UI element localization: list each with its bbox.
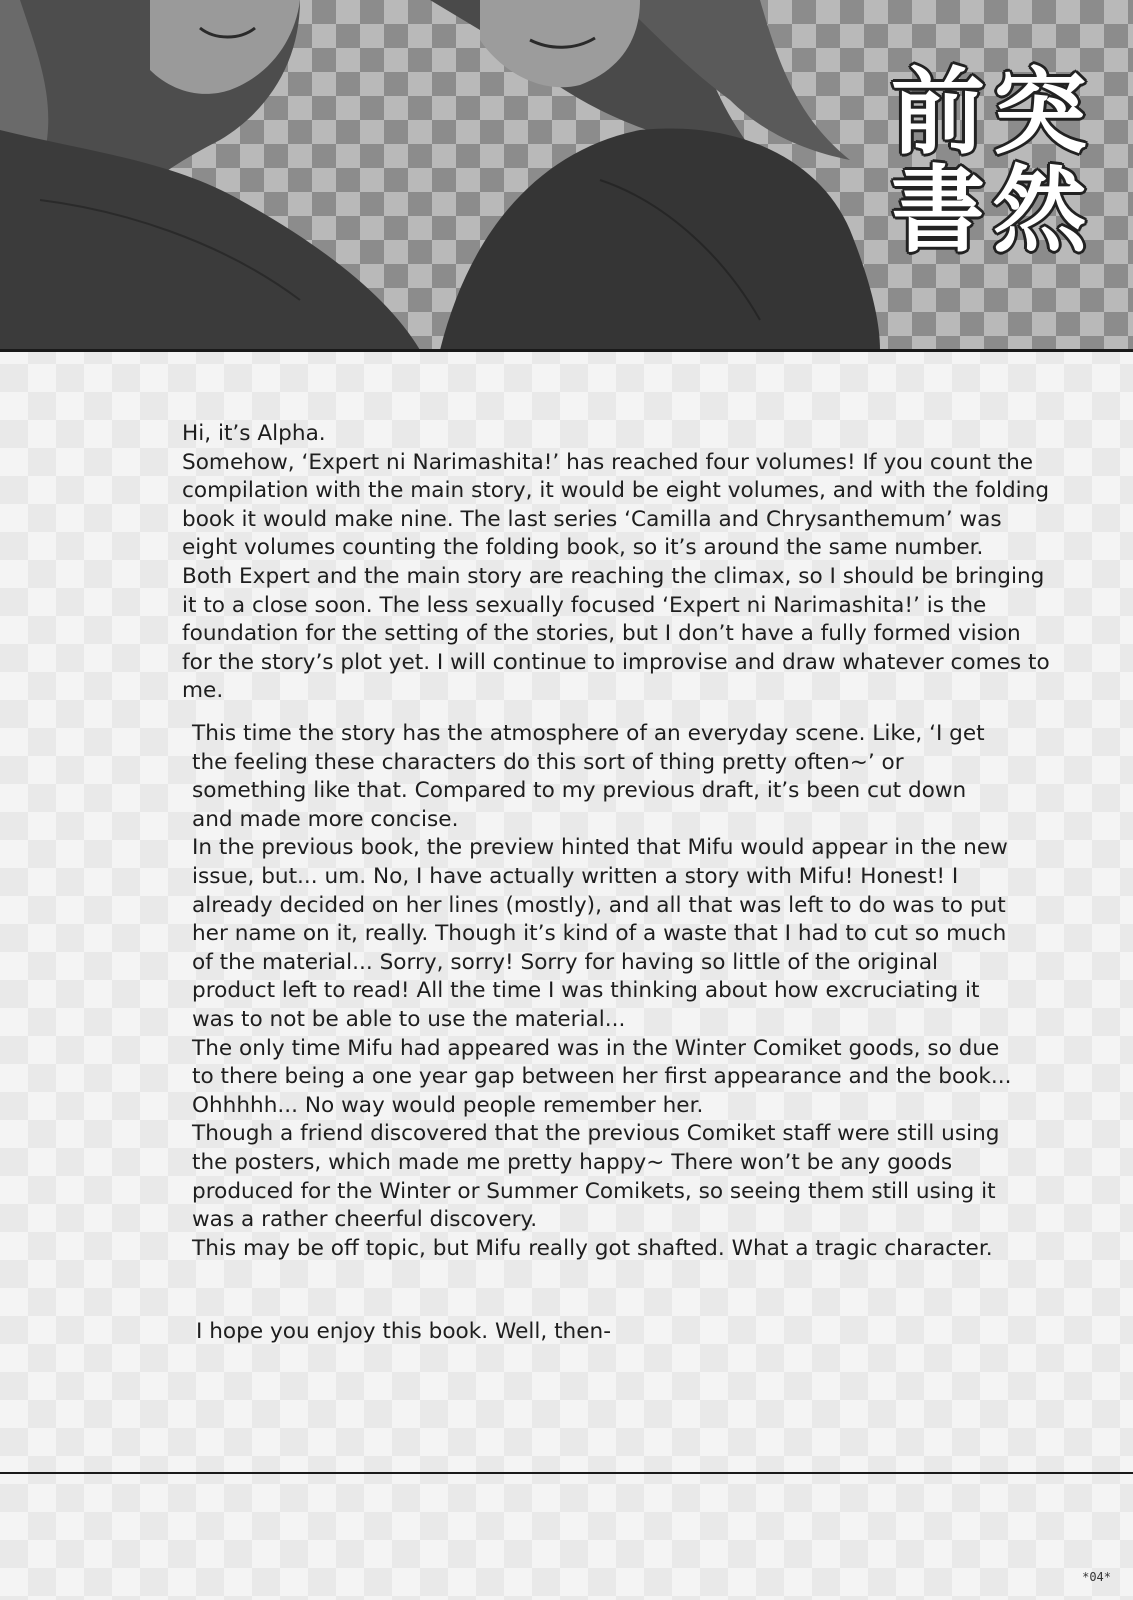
paragraph-line: Both Expert and the main story are reaching the climax, so I should be bringing it to a close soon. The less sexually focused ‘Expert ni Narimashita!’ is the foundation for the setting of the stories, but I don’t have a fully formed vision for the story’s plot yet. I will continue to improvise and draw whatever comes to me. xyxy=(182,563,1050,704)
closing-line: I hope you enjoy this book. Well, then- xyxy=(196,1319,611,1344)
paragraph-line: Though a friend discovered that the previous Comiket staff were still using the posters, which made me pretty happy~ There won’t be any goods produced for the Winter or Summer Comikets, so seeing them still using it was a rather cheerful discovery. xyxy=(192,1121,1000,1233)
paragraph-line: In the previous book, the preview hinted that Mifu would appear in the new issue, but... um. No, I have actually written a story with Mifu! Honest! I already decided on her lines (mostly), and all that was left to do was to put her name on it, really. Though it’s kind of a waste that I had to cut so much of the material... Sorry, sorry! Sorry for having so little of the original product left to read! All the time I was thinking about how excruciating it was to not be able to use the material... xyxy=(192,835,1008,1032)
header-divider xyxy=(0,349,1133,352)
paragraph-line: Somehow, ‘Expert ni Narimashita!’ has reached four volumes! If you count the compilation with the main story, it would be eight volumes, and with the folding book it would make nine. The last series ‘Camilla and Chrysanthemum’ was eight volumes counting the folding book, so it’s around the same number. xyxy=(182,449,1050,561)
paragraph-1 xyxy=(182,420,1052,706)
paragraph-line: The only time Mifu had appeared was in the Winter Comiket goods, so due to there being a one year gap between her first appearance and the book... Ohhhhh... No way would people remember her. xyxy=(192,1035,1012,1118)
footer-divider xyxy=(0,1472,1133,1474)
page-number: *04* xyxy=(1082,1570,1111,1584)
paragraph-2 xyxy=(192,720,1012,1263)
paragraph-line: This may be off topic, but Mifu really got shafted. What a tragic character. xyxy=(192,1235,993,1261)
page-title: 突然前書 xyxy=(874,62,1085,258)
paragraph-line: Hi, it’s Alpha. xyxy=(182,421,326,446)
header-illustration xyxy=(0,0,1133,350)
paragraph-line: This time the story has the atmosphere of an everyday scene. Like, ‘I get the feeling these characters do this sort of thing pretty often~’ or something like that. Compared to my previous draft, it’s been cut down and made more concise. xyxy=(192,721,985,832)
